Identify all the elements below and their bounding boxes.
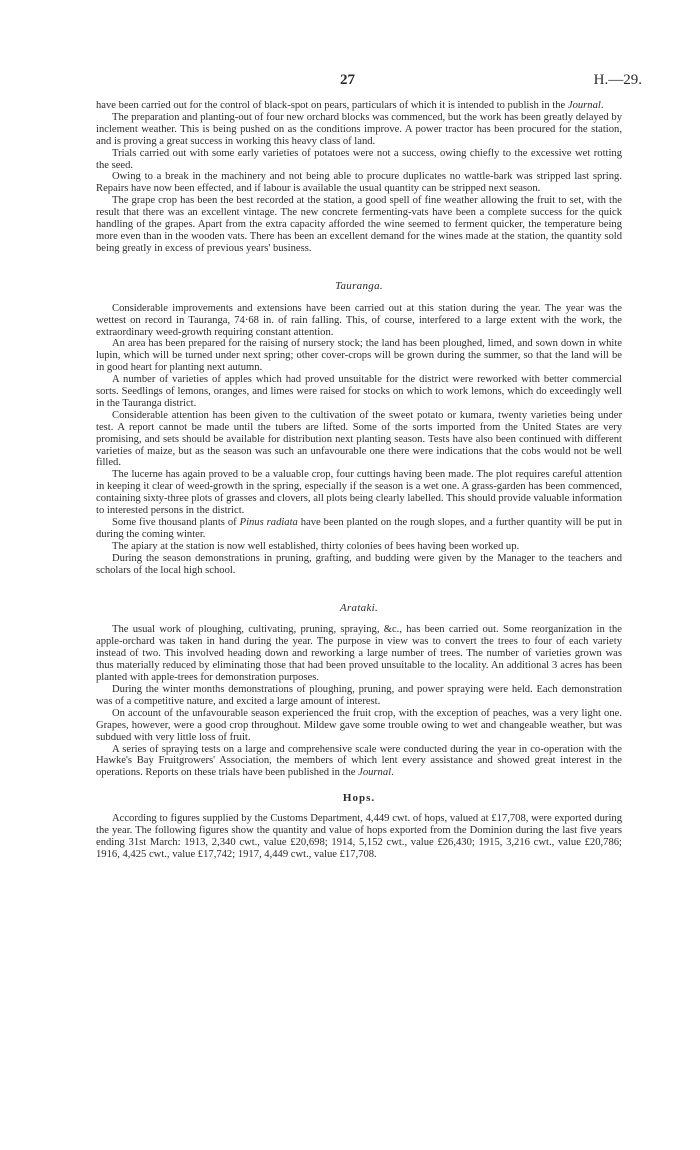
journal-title: Journal (358, 767, 392, 779)
text-run: have been carried out for the control of black-spot on pears, particulars of which it is intended to publish in the (96, 100, 568, 111)
page-header (0, 72, 700, 92)
paragraph: Owing to a break in the machinery and not being able to procure duplicates no wattle-bark was stripped last spring. Repairs have now been effected, and if labour is available the usual quantity can be stripped next season. (96, 171, 622, 195)
paragraph: During the season demonstrations in pruning, grafting, and budding were given by the Manager to the teachers and scholars of the local high school. (96, 552, 622, 576)
species-name: Pinus radiata (239, 517, 298, 528)
paragraph: Considerable attention has been given to the cultivation of the sweet potato or kumara, twenty varieties being under test. A report cannot be made until the tubers are lifted. Some of the sorts imported from the United States are very promising, and sets should be available for distribution next planting season. Tests have also been continued with different varieties of maize, but as the season was such an unfavourable one there were indications that the cobs would not be well filled. (96, 409, 622, 469)
paragraph: During the winter months demonstrations of ploughing, pruning, and power spraying were held. Each demonstration was of a competitive nature, and excited a large amount of interest. (96, 683, 622, 707)
section-heading-tauranga: Tauranga. (335, 279, 383, 292)
paragraph: According to figures supplied by the Customs Department, 4,449 cwt. of hops, valued at £17,708, were exported during the year. The following figures show the quantity and value of hops exported from the Dominion during the last five years ending 31st March: 1913, 2,340 cwt., value £20,698; 1914, 5,152 cwt., value £26,430; 1915, 3,216 cwt., value £20,786; 1916, 4,425 cwt., value £17,742; 1917, 4,449 cwt., value £17,708. (96, 813, 622, 860)
section-heading-arataki: Arataki. (339, 601, 379, 614)
text-run: . (600, 100, 604, 111)
body-text (96, 100, 622, 861)
text-run: have been planted on the rough slopes, and a further quantity will be put in during the coming winter. (96, 517, 622, 540)
paragraph: Trials carried out with some early varieties of potatoes were not a success, owing chiefly to the excessive wet rotting the seed. (96, 147, 622, 171)
paragraph: A number of varieties of apples which had proved unsuitable for the district were reworked with better commercial sorts. Seedlings of lemons, oranges, and limes were raised for stocks on which to work lemons, which do exceedingly well in the Tauranga district. (96, 374, 622, 409)
paragraph: The lucerne has again proved to be a valuable crop, four cuttings having been made. The plot requires careful attention in keeping it clear of weed-growth in the spring, especially if the season is a wet one. A grass-garden has been commenced, containing sixty-three plots of grasses and clovers, all plots being clearly labelled. This should provide valuable information to interested persons in the district. (96, 469, 622, 517)
page-number: 27 (340, 72, 355, 88)
paragraph: On account of the unfavourable season experienced the fruit crop, with the exception of peaches, was a very light one. Grapes, however, were a good crop throughout. Mildew gave some trouble owing to wet and changeable weather, but was subdued with very little loss of fruit. (96, 707, 622, 743)
paragraph (96, 744, 622, 780)
paragraph: The preparation and planting-out of four new orchard blocks was commenced, but the work has been greatly delayed by inclement weather. This is being pushed on as the conditions improve. A power tractor has been procured for the station, and is proving a great success in working this heavy class of land. (96, 111, 622, 147)
text-run: Some five thousand plants of (112, 517, 240, 528)
text-run: . (391, 767, 394, 779)
document-code: H.—29. (593, 72, 642, 88)
text-run: A series of spraying tests on a large and comprehensive scale were conducted during the year in co-operation with the Hawke's Bay Fruitgrowers' Association, the members of which lent every assistance and showed great interest in the operations. Reports on these trials have been published in the (96, 743, 622, 779)
section-heading-hops: Hops. (342, 792, 376, 805)
paragraph (96, 517, 622, 541)
paragraph: The apiary at the station is now well established, thirty colonies of bees having been worked up. (112, 540, 520, 552)
journal-title: Journal (567, 100, 601, 111)
paragraph (96, 100, 622, 112)
paragraph: Considerable improvements and extensions have been carried out at this station during the year. The year was the wettest on record in Tauranga, 74·68 in. of rain falling. This, of course, interfered to a large extent with the work, the extraordinary weed-growth requiring constant attention. (96, 302, 622, 338)
paragraph: An area has been prepared for the raising of nursery stock; the land has been ploughed, limed, and sown down in white lupin, which will be turned under next spring; other cover-crops will be grown during the summer, so that the land will be in good heart for planting next autumn. (96, 338, 622, 374)
paragraph: The grape crop has been the best recorded at the station, a good spell of fine weather allowing the fruit to set, with the result that there was an excellent vintage. The new concrete fermenting-vats have been a complete success for the quick handling of the grapes. Apart from the extra capacity afforded the wine seemed to ferment quicker, the temperature being more even than in the wooden vats. There has been an excellent demand for the wines made at the station, the quantity sold being greatly in excess of previous years' business. (96, 195, 622, 254)
paragraph: The usual work of ploughing, cultivating, pruning, spraying, &c., has been carried out. Some reorganization in the apple-orchard was taken in hand during the year. The purpose in view was to convert the trees to four of each variety instead of two. This involved heading down and reworking a large number of trees. The number of varieties grown was thus materially reduced by eliminating those that had been proved unsuitable to the locality. An additional 3 acres has been planted with apple-trees for demonstration purposes. (96, 624, 622, 684)
